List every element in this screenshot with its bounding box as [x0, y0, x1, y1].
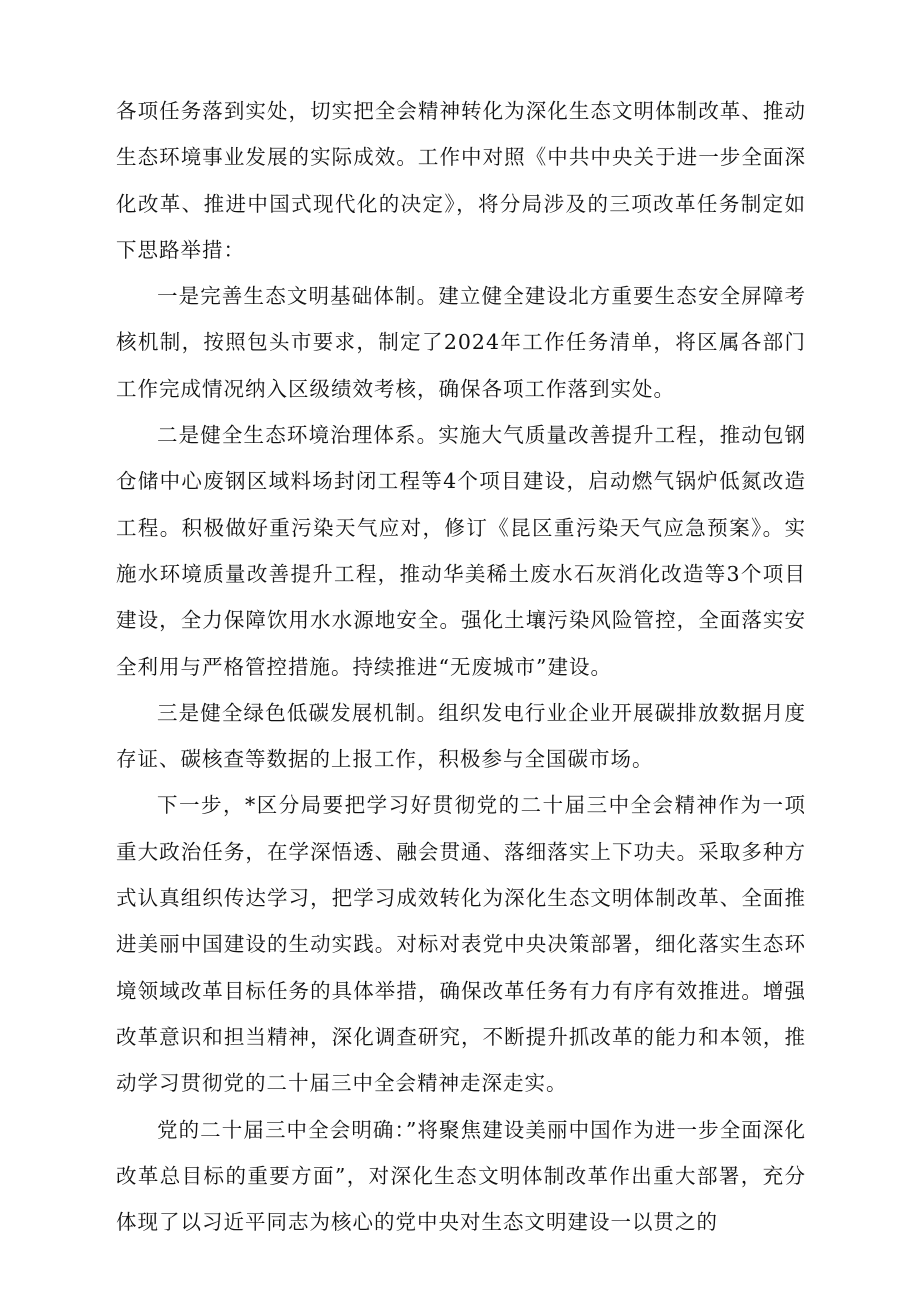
paragraph-point-three: 三是健全绿色低碳发展机制。组织发电行业企业开展碳排放数据月度存证、碳核查等数据的上报工作，积极参与全国碳市场。: [116, 700, 806, 772]
paragraph-plenum: 党的二十届三中全会明确：”将聚焦建设美丽中国作为进一步全面深化改革总目标的重要方面”，对深化生态文明体制改革作出重大部署，充分体现了以习近平同志为核心的党中央对生态文明建设一以贯之的: [116, 1117, 806, 1235]
paragraph-point-two: 二是健全生态环境治理体系。实施大气质量改善提升工程，推动包钢仓储中心废钢区域料场封闭工程等4个项目建设，启动燃气锅炉低氮改造工程。积极做好重污染天气应对，修订《昆区重污染天气应急预案》。实施水环境质量改善提升工程，推动华美稀土废水石灰消化改造等3个项目建设，全力保障饮用水水源地安全。强化土壤污染风险管控，全面落实安全利用与严格管控措施。持续推进“无废城市”建设。: [116, 423, 806, 679]
paragraph-next-step: 下一步，*区分局要把学习好贯彻党的二十届三中全会精神作为一项重大政治任务，在学深悟透、融会贯通、落细落实上下功夫。采取多种方式认真组织传达学习，把学习成效转化为深化生态文明体制改革、全面推进美丽中国建设的生动实践。对标对表党中央决策部署，细化落实生态环境领域改革目标任务的具体举措，确保改革任务有力有序有效推进。增强改革意识和担当精神，深化调查研究，不断提升抓改革的能力和本领，推动学习贯彻党的二十届三中全会精神走深走实。: [116, 793, 806, 1096]
paragraph-continuation: 各项任务落到实处，切实把全会精神转化为深化生态文明体制改革、推动生态环境事业发展的实际成效。工作中对照《中共中央关于进一步全面深化改革、推进中国式现代化的决定》，将分局涉及的三项改革任务制定如下思路举措：: [116, 99, 806, 262]
document-body: [116, 88, 806, 1245]
paragraph-point-one: 一是完善生态文明基础体制。建立健全建设北方重要生态安全屏障考核机制，按照包头市要求，制定了2024年工作任务清单，将区属各部门工作完成情况纳入区级绩效考核，确保各项工作落到实处。: [116, 284, 806, 401]
